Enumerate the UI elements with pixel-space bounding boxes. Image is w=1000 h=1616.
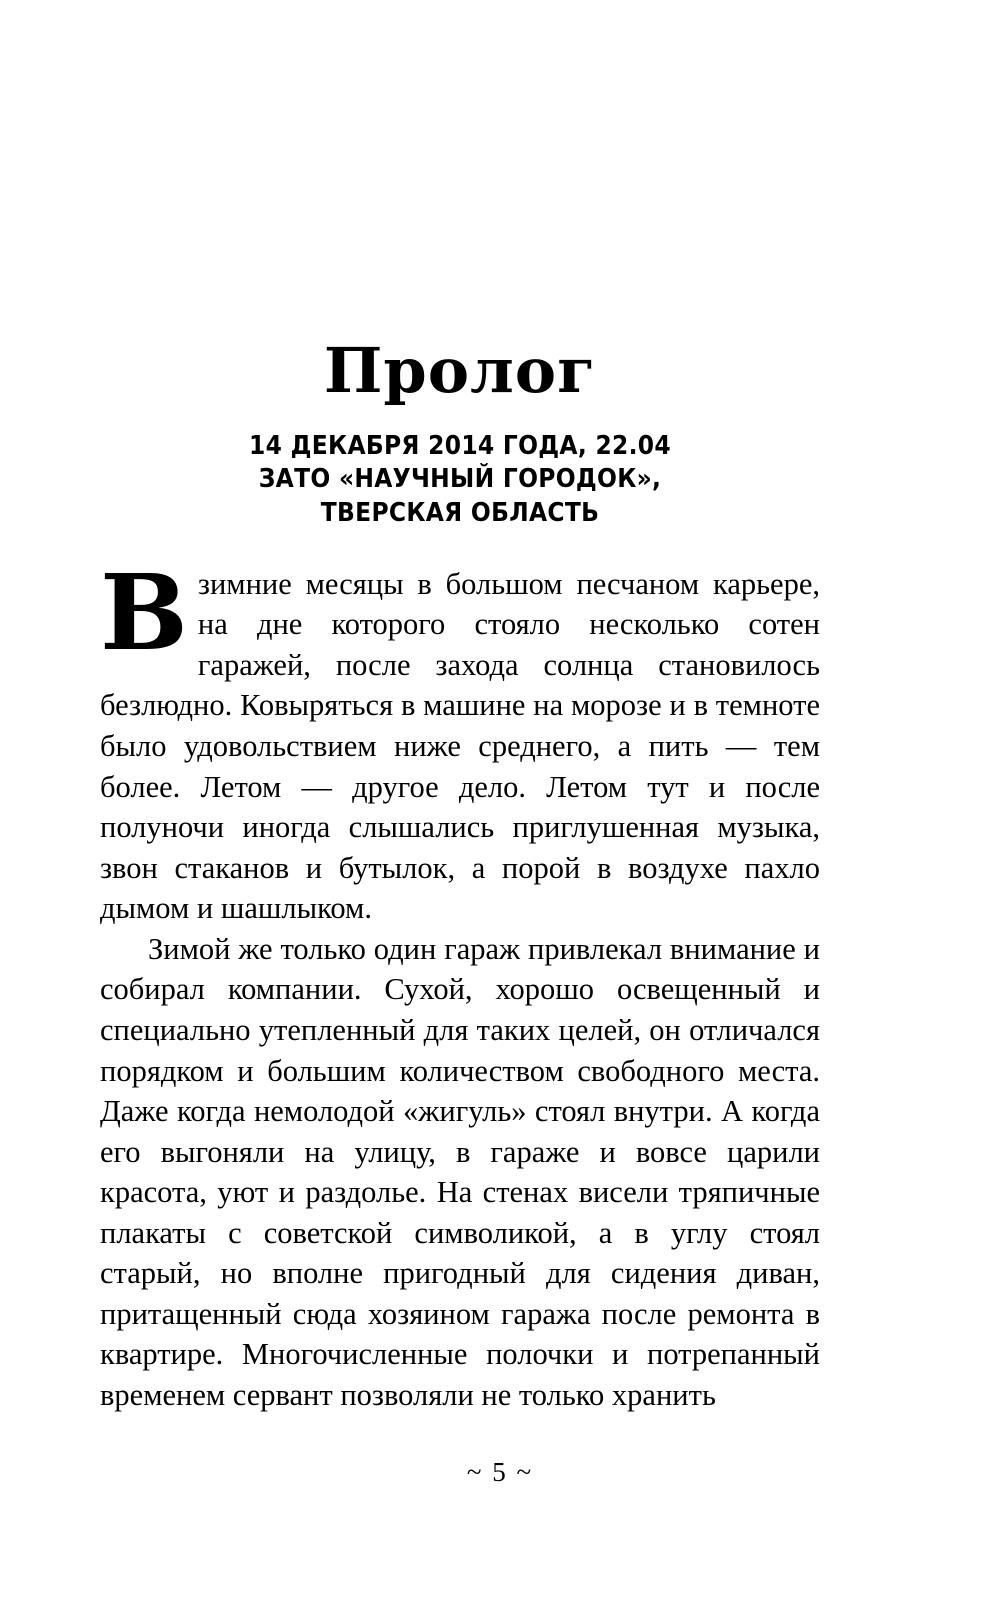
- paragraph-second: [100, 929, 820, 1416]
- page-number: ~ 5 ~: [466, 1457, 534, 1487]
- subtitle-line-datetime: 14 ДЕКАБРЯ 2014 ГОДА, 22.04: [249, 431, 671, 461]
- paragraph-first: [100, 550, 820, 929]
- drop-cap-letter: В: [100, 550, 188, 674]
- paragraph-second-text: Зимой же только один гараж привлекал внимание и собирал компании. Сухой, хорошо освещенный и специально утепленный для таких целей, он отличался порядком и большим количеством свободного места. Даже когда немолодой «жигуль» стоял внутри. А когда его выгоняли на улицу, в гараже и вовсе царили красота, уют и раздолье. На стенах висели тряпичные плакаты с советской символикой, а в углу стоял старый, но вполне пригодный для сидения диван, притащенный сюда хозяином гаража после ремонта в квартире. Многочисленные полочки и потрепанный временем сервант позволяли не только хранить: [100, 931, 820, 1413]
- subtitle-line-place: ЗАТО «НАУЧНЫЙ ГОРОДОК»,: [258, 464, 662, 495]
- chapter-subtitle: [100, 430, 820, 530]
- paragraph-first-text: зимние месяцы в большом песчаном карьере, на дне которого стояло несколько сотен гаражей, после захода солнца становилось безлюдно. Ковыряться в машине на морозе и в темноте было удовольствием ниже среднего, а пить — тем более. Летом — другое дело. Летом тут и после полуночи иногда слышались приглушенная музыка, звон стаканов и бутылок, а порой в воздухе пахло дымом и шашлыком.: [100, 566, 820, 926]
- page-content: [100, 334, 820, 1416]
- body-text: [100, 550, 820, 1416]
- subtitle-line-region: ТВЕРСКАЯ ОБЛАСТЬ: [320, 497, 600, 528]
- page-title: Пролог: [323, 334, 597, 407]
